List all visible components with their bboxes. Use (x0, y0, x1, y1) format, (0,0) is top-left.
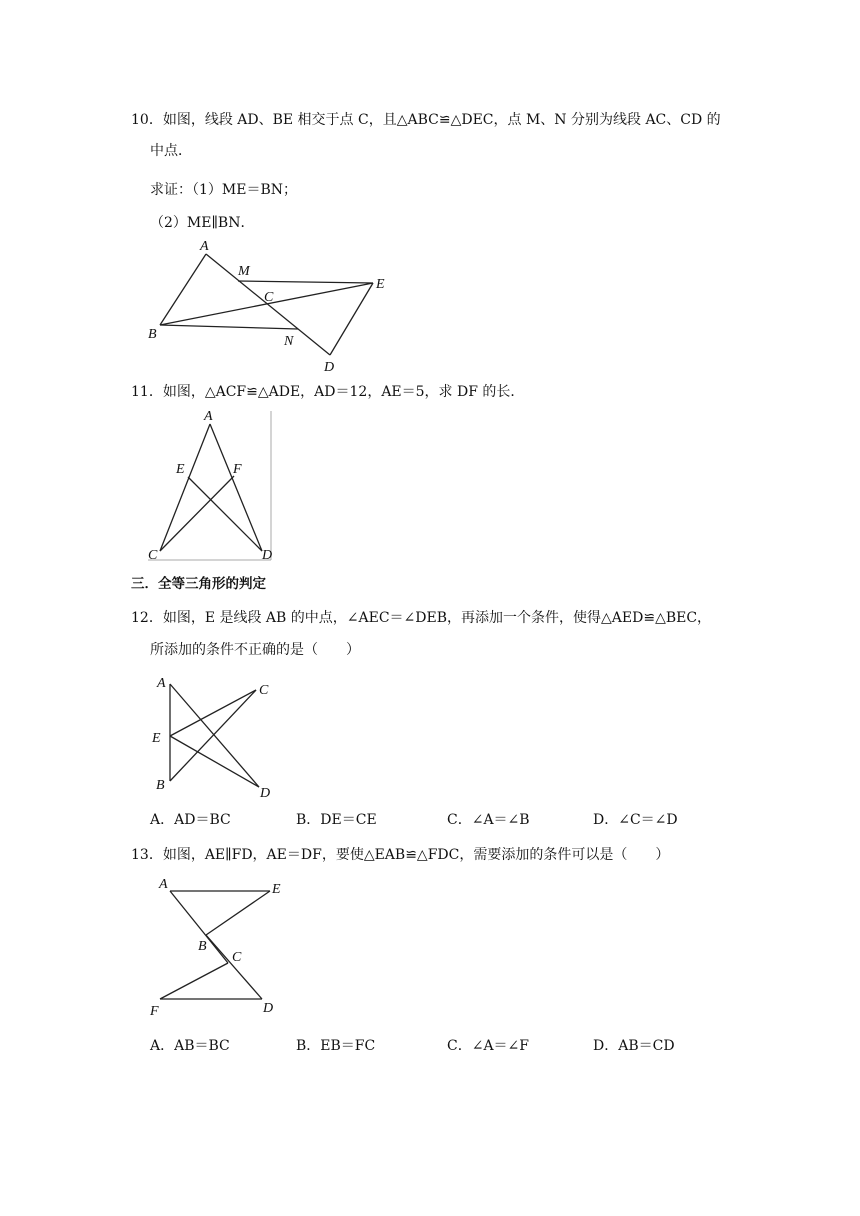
q10-label-C: C (264, 290, 274, 305)
q13-label-E: E (272, 882, 281, 897)
q10-text-line3: 求证：（1）ME＝BN； (150, 182, 297, 198)
q12-option-b: B．DE＝CE (296, 812, 377, 828)
q12-label-C: C (259, 683, 269, 698)
q10-label-D: D (324, 360, 335, 375)
q13-option-d: D．AB＝CD (593, 1038, 675, 1054)
q10-text-line1: 10．如图，线段 AD、BE 相交于点 C，且△ABC≌△DEC，点 M、N 分别为线段 AC、CD 的 (131, 112, 721, 128)
q13-segment-BD (206, 935, 262, 999)
q13-option-a: A．AB＝BC (150, 1038, 230, 1054)
q11-label-E: E (176, 462, 185, 477)
q11-label-C: C (148, 548, 158, 563)
q13-text-line1: 13．如图，AE∥FD，AE＝DF，要使△EAB≌△FDC，需要添加的条件可以是（ ） (131, 847, 670, 863)
q11-label-A: A (204, 409, 213, 424)
q13-label-A: A (159, 877, 168, 892)
q12-label-A: A (157, 676, 166, 691)
q12-label-D: D (260, 786, 271, 801)
q10-label-E: E (376, 277, 385, 292)
q13-segment-CF (160, 963, 228, 999)
q13-option-b: B．EB＝FC (296, 1038, 376, 1054)
q13-segment-EB (206, 891, 270, 935)
q13-option-c: C．∠A＝∠F (447, 1038, 529, 1054)
q12-option-d: D．∠C＝∠D (593, 812, 678, 828)
q10-label-B: B (148, 327, 157, 342)
q13-label-D: D (263, 1001, 274, 1016)
q12-option-c: C．∠A＝∠B (447, 812, 530, 828)
q10-label-N: N (284, 334, 294, 349)
q12-text-line1: 12．如图，E 是线段 AB 的中点，∠AEC＝∠DEB，再添加一个条件，使得△AED≌△BEC， (131, 610, 712, 626)
q13-label-C: C (232, 950, 242, 965)
q11-text-line1: 11．如图，△ACF≌△ADE，AD＝12，AE＝5，求 DF 的长． (131, 384, 525, 400)
q10-text-line2: 中点． (150, 143, 192, 159)
q11-label-D: D (262, 548, 273, 563)
section-title: 三．全等三角形的判定 (131, 576, 266, 592)
q12-text-line2: 所添加的条件不正确的是（ ） (150, 642, 360, 658)
q12-label-E: E (152, 731, 161, 746)
q13-label-F: F (150, 1004, 159, 1019)
q10-text-line4: （2）ME∥BN． (150, 215, 255, 231)
q13-label-B: B (198, 939, 207, 954)
q12-option-a: A．AD＝BC (150, 812, 231, 828)
q10-label-M: M (238, 264, 250, 279)
q12-label-B: B (156, 778, 165, 793)
q11-label-F: F (233, 462, 242, 477)
q10-label-A: A (200, 239, 209, 254)
